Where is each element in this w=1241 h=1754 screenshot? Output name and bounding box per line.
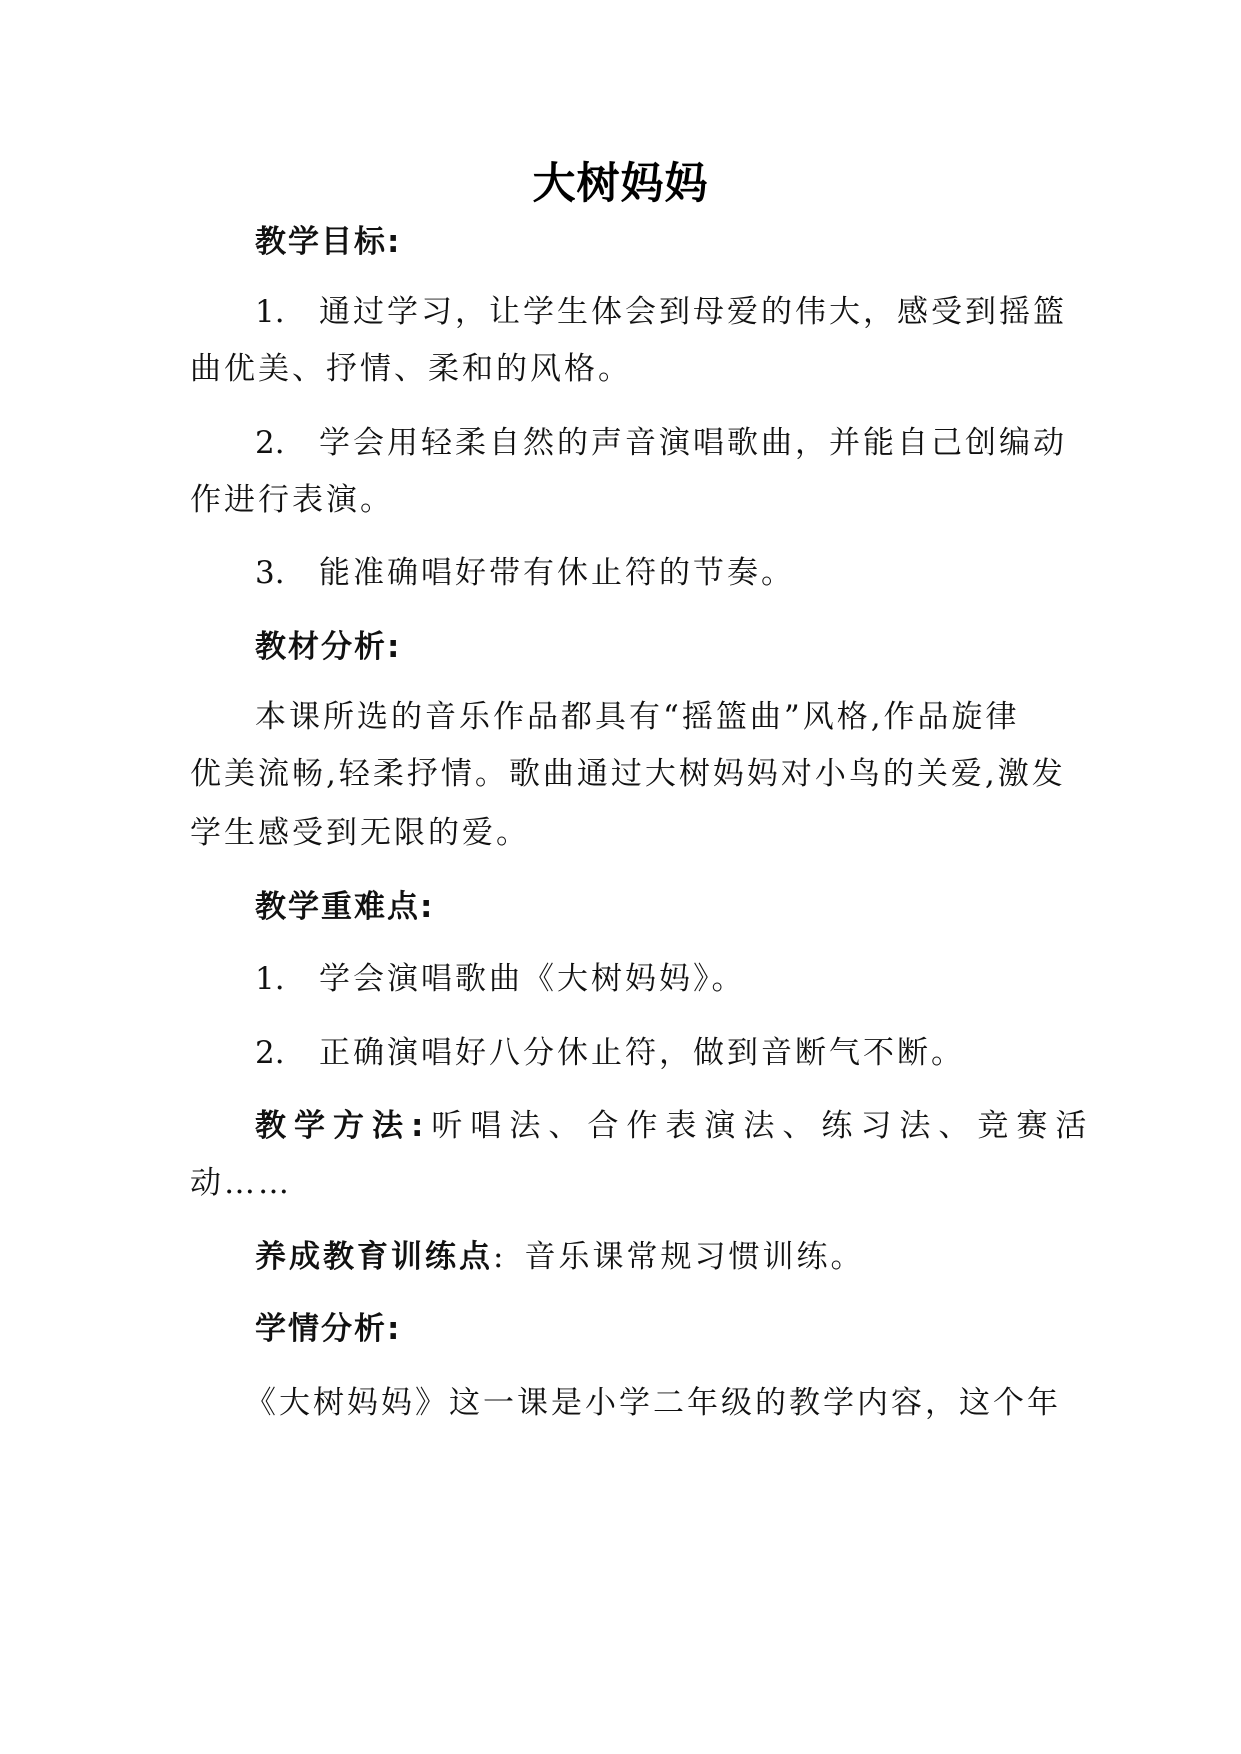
objective-3-text: 能准确唱好带有休止符的节奏。	[319, 555, 795, 591]
methods-line-2: 动……	[190, 1165, 292, 1201]
key-point-1-text: 学会演唱歌曲《大树妈妈》。	[319, 961, 746, 997]
objective-1-text: 通过学习，让学生体会到母爱的伟大，感受到摇篮	[319, 294, 1067, 330]
students-paragraph-line-1: 《大树妈妈》这一课是小学二年级的教学内容，这个年	[245, 1385, 1061, 1421]
key-point-1-number: 1.	[255, 961, 285, 997]
habits-colon: :	[493, 1239, 507, 1275]
objective-2-continuation: 作进行表演。	[190, 482, 394, 518]
objective-2-number: 2.	[255, 425, 285, 461]
objective-3-number: 3.	[255, 555, 285, 591]
material-heading: 教材分析:	[255, 629, 402, 665]
material-paragraph-line-2: 优美流畅,轻柔抒情。歌曲通过大树妈妈对小鸟的关爱,激发	[190, 756, 1066, 792]
page-title: 大树妈妈	[532, 159, 709, 209]
habits-text: 音乐课常规习惯训练。	[524, 1239, 865, 1275]
key-point-2-text: 正确演唱好八分休止符，做到音断气不断。	[319, 1035, 965, 1071]
material-paragraph-line-1: 本课所选的音乐作品都具有“摇篮曲”风格,作品旋律	[255, 699, 1020, 735]
objective-item-2	[255, 423, 1067, 463]
objective-1-number: 1.	[255, 294, 285, 330]
objective-2-text: 学会用轻柔自然的声音演唱歌曲，并能自己创编动	[319, 425, 1067, 461]
objective-1-continuation: 曲优美、抒情、柔和的风格。	[190, 351, 632, 387]
methods-line-1	[255, 1106, 1095, 1146]
methods-text: 听唱法、合作表演法、练习法、竞赛活	[431, 1108, 1095, 1144]
objective-item-1	[255, 292, 1067, 332]
key-points-heading: 教学重难点:	[255, 889, 435, 925]
key-point-item-1	[255, 959, 1050, 999]
objective-item-3	[255, 553, 1050, 593]
material-paragraph-line-3: 学生感受到无限的爱。	[190, 815, 530, 851]
objectives-heading: 教学目标:	[255, 224, 402, 260]
methods-heading: 教学方法:	[255, 1108, 432, 1144]
habits-heading: 养成教育训练点	[255, 1239, 493, 1275]
students-heading: 学情分析:	[255, 1311, 402, 1347]
habits-line	[255, 1237, 1050, 1277]
key-point-item-2	[255, 1033, 1050, 1073]
key-point-2-number: 2.	[255, 1035, 285, 1071]
